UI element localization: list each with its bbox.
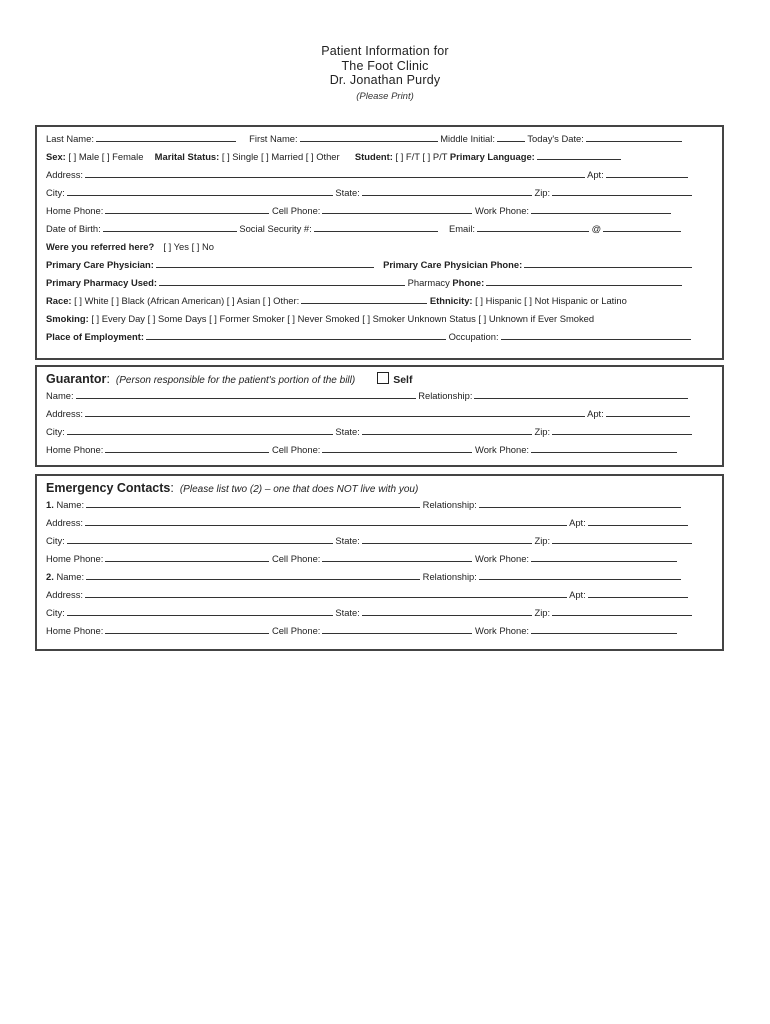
occupation-field[interactable] — [501, 328, 691, 340]
at-sign: @ — [591, 223, 602, 234]
e2-number: 2. — [46, 571, 54, 582]
row-names — [46, 130, 713, 148]
g-work-phone-field[interactable] — [531, 441, 677, 453]
e1-state-field[interactable] — [362, 532, 532, 544]
sex-label: Sex: — [46, 151, 66, 162]
e1-home-phone-field[interactable] — [105, 550, 269, 562]
g-cell-phone-label: Cell Phone: — [271, 444, 321, 455]
ethnicity-label: Ethnicity: — [429, 295, 473, 306]
patient-info-section — [35, 125, 724, 360]
emergency-heading — [46, 481, 418, 495]
pharmacy-phone-prefix: Pharmacy — [407, 277, 453, 288]
e2-zip-label: Zip: — [534, 607, 551, 618]
e2-name-label: Name: — [56, 571, 85, 582]
g-address-field[interactable] — [85, 405, 585, 417]
row-referred — [46, 238, 713, 256]
e2-cell-phone-label: Cell Phone: — [271, 625, 321, 636]
guarantor-note: (Person responsible for the patient's portion of the bill) — [115, 375, 356, 386]
todays-date-field[interactable] — [586, 130, 682, 142]
title-line-2: The Foot Clinic — [341, 58, 429, 73]
self-label: Self — [393, 374, 413, 386]
cell-phone-label: Cell Phone: — [271, 205, 321, 216]
row-smoking — [46, 310, 713, 328]
please-print-note: (Please Print) — [356, 90, 414, 102]
row-city — [46, 184, 713, 202]
g-city-label: City: — [46, 426, 65, 437]
state-field[interactable] — [362, 184, 532, 196]
apt-label: Apt: — [587, 169, 604, 180]
row-employment — [46, 328, 713, 346]
g-name-field[interactable] — [76, 387, 416, 399]
email-label: Email: — [448, 223, 476, 234]
race-other-field[interactable] — [301, 292, 427, 304]
cell-phone-field[interactable] — [322, 202, 472, 214]
referred-label: Were you referred here? — [46, 241, 155, 252]
employment-label: Place of Employment: — [46, 331, 144, 342]
row-sex-marital — [46, 148, 713, 166]
last-name-field[interactable] — [96, 130, 236, 142]
marital-status-label: Marital Status: — [154, 151, 220, 162]
city-label: City: — [46, 187, 65, 198]
zip-label: Zip: — [534, 187, 551, 198]
e1-row-name — [46, 496, 713, 514]
e2-address-field[interactable] — [85, 586, 567, 598]
e2-home-phone-label: Home Phone: — [46, 625, 104, 636]
primary-language-field[interactable] — [537, 148, 621, 160]
e2-row-address — [46, 586, 713, 604]
work-phone-label: Work Phone: — [475, 205, 530, 216]
state-label: State: — [335, 187, 360, 198]
pharmacy-phone-label: Phone: — [452, 277, 485, 288]
smoking-label: Smoking: — [46, 313, 89, 324]
e2-zip-field[interactable] — [552, 604, 692, 616]
e1-apt-label: Apt: — [569, 517, 586, 528]
occupation-label: Occupation: — [448, 331, 499, 342]
e2-cell-phone-field[interactable] — [322, 622, 472, 634]
g-home-phone-label: Home Phone: — [46, 444, 104, 455]
pcp-label: Primary Care Physician: — [46, 259, 154, 270]
zip-field[interactable] — [552, 184, 692, 196]
row-phones — [46, 202, 713, 220]
student-options[interactable]: [ ] F/T [ ] P/T — [395, 151, 448, 162]
g-address-label: Address: — [46, 408, 83, 419]
home-phone-field[interactable] — [105, 202, 269, 214]
home-phone-label: Home Phone: — [46, 205, 104, 216]
emergency-contacts-section — [35, 474, 724, 651]
e1-work-phone-label: Work Phone: — [475, 553, 530, 564]
e1-state-label: State: — [335, 535, 360, 546]
g-apt-label: Apt: — [587, 408, 604, 419]
apt-field[interactable] — [606, 166, 688, 178]
e2-apt-field[interactable] — [588, 586, 688, 598]
e2-relationship-field[interactable] — [479, 568, 681, 580]
row-dob — [46, 220, 713, 238]
guarantor-section — [35, 365, 724, 467]
e1-row-phones — [46, 550, 713, 568]
e1-city-field[interactable] — [67, 532, 333, 544]
emergency-title: Emergency Contacts — [46, 481, 171, 495]
last-name-label: Last Name: — [46, 133, 94, 144]
g-name-label: Name: — [46, 390, 74, 401]
employment-field[interactable] — [146, 328, 446, 340]
e2-row-city — [46, 604, 713, 622]
g-home-phone-field[interactable] — [105, 441, 269, 453]
address-label: Address: — [46, 169, 83, 180]
self-checkbox[interactable] — [377, 372, 389, 384]
e1-zip-field[interactable] — [552, 532, 692, 544]
e1-relationship-field[interactable] — [479, 496, 681, 508]
pcp-phone-field[interactable] — [524, 256, 692, 268]
e2-city-label: City: — [46, 607, 65, 618]
pcp-field[interactable] — [156, 256, 374, 268]
student-label: Student: — [354, 151, 393, 162]
smoking-options[interactable]: [ ] Every Day [ ] Some Days [ ] Former Smoker [ ] Never Smoked [ ] Smoker Unknown Status [ ] Unknown if Ever Smoked — [91, 313, 595, 324]
e2-address-label: Address: — [46, 589, 83, 600]
ssn-label: Social Security #: — [239, 223, 312, 234]
row-race — [46, 292, 713, 310]
e1-work-phone-field[interactable] — [531, 550, 677, 562]
e1-number: 1. — [46, 499, 54, 510]
e2-name-field[interactable] — [86, 568, 420, 580]
g-row-address — [46, 405, 713, 423]
e2-work-phone-label: Work Phone: — [475, 625, 530, 636]
row-address — [46, 166, 713, 184]
e2-home-phone-field[interactable] — [105, 622, 269, 634]
city-field[interactable] — [67, 184, 333, 196]
e2-state-field[interactable] — [362, 604, 532, 616]
g-relationship-field[interactable] — [474, 387, 688, 399]
work-phone-field[interactable] — [531, 202, 671, 214]
g-cell-phone-field[interactable] — [322, 441, 472, 453]
middle-initial-label: Middle Initial: — [440, 133, 495, 144]
g-relationship-label: Relationship: — [418, 390, 473, 401]
pharmacy-phone-field[interactable] — [486, 274, 682, 286]
e2-apt-label: Apt: — [569, 589, 586, 600]
guarantor-colon: : — [106, 372, 110, 386]
row-pharmacy — [46, 274, 713, 292]
dob-field[interactable] — [103, 220, 237, 232]
g-city-field[interactable] — [67, 423, 333, 435]
primary-language-label: Primary Language: — [449, 151, 535, 162]
first-name-label: First Name: — [249, 133, 298, 144]
e1-address-field[interactable] — [85, 514, 567, 526]
e2-work-phone-field[interactable] — [531, 622, 677, 634]
g-row-name — [46, 387, 713, 405]
emergency-note: (Please list two (2) – one that does NOT live with you) — [179, 484, 419, 495]
e1-cell-phone-field[interactable] — [322, 550, 472, 562]
e1-name-field[interactable] — [86, 496, 420, 508]
e1-name-label: Name: — [56, 499, 85, 510]
g-state-label: State: — [335, 426, 360, 437]
e2-city-field[interactable] — [67, 604, 333, 616]
e1-address-label: Address: — [46, 517, 83, 528]
referred-options[interactable]: [ ] Yes [ ] No — [163, 241, 214, 252]
e1-home-phone-label: Home Phone: — [46, 553, 104, 564]
g-work-phone-label: Work Phone: — [475, 444, 530, 455]
title-line-3: Dr. Jonathan Purdy — [329, 73, 441, 87]
g-row-phones — [46, 441, 713, 459]
ethnicity-options[interactable]: [ ] Hispanic [ ] Not Hispanic or Latino — [475, 295, 627, 306]
e1-relationship-label: Relationship: — [422, 499, 477, 510]
dob-label: Date of Birth: — [46, 223, 101, 234]
middle-initial-field[interactable] — [497, 130, 525, 142]
pharmacy-used-label: Primary Pharmacy Used: — [46, 277, 157, 288]
e2-row-phones — [46, 622, 713, 640]
e1-zip-label: Zip: — [534, 535, 551, 546]
e1-cell-phone-label: Cell Phone: — [271, 553, 321, 564]
pcp-phone-label: Primary Care Physician Phone: — [383, 259, 523, 270]
e1-row-city — [46, 532, 713, 550]
g-apt-field[interactable] — [606, 405, 690, 417]
e1-row-address — [46, 514, 713, 532]
e1-apt-field[interactable] — [588, 514, 688, 526]
email-domain-field[interactable] — [603, 220, 681, 232]
row-pcp — [46, 256, 713, 274]
first-name-field[interactable] — [300, 130, 438, 142]
guarantor-heading — [46, 372, 412, 386]
g-zip-label: Zip: — [534, 426, 551, 437]
ssn-field[interactable] — [314, 220, 438, 232]
todays-date-label: Today's Date: — [527, 133, 584, 144]
g-row-city — [46, 423, 713, 441]
e2-state-label: State: — [335, 607, 360, 618]
e1-city-label: City: — [46, 535, 65, 546]
form-header — [0, 44, 770, 102]
email-user-field[interactable] — [477, 220, 589, 232]
pharmacy-used-field[interactable] — [159, 274, 405, 286]
guarantor-title: Guarantor — [46, 372, 107, 386]
marital-options[interactable]: [ ] Single [ ] Married [ ] Other — [221, 151, 340, 162]
race-options[interactable]: [ ] White [ ] Black (African American) [ ] Asian [ ] Other: — [74, 295, 300, 306]
g-state-field[interactable] — [362, 423, 532, 435]
emergency-colon: : — [170, 481, 174, 495]
e2-relationship-label: Relationship: — [422, 571, 477, 582]
address-field[interactable] — [85, 166, 585, 178]
sex-options[interactable]: [ ] Male [ ] Female — [68, 151, 144, 162]
e2-row-name — [46, 568, 713, 586]
g-zip-field[interactable] — [552, 423, 692, 435]
title-line-1: Patient Information for — [321, 44, 449, 58]
race-label: Race: — [46, 295, 72, 306]
